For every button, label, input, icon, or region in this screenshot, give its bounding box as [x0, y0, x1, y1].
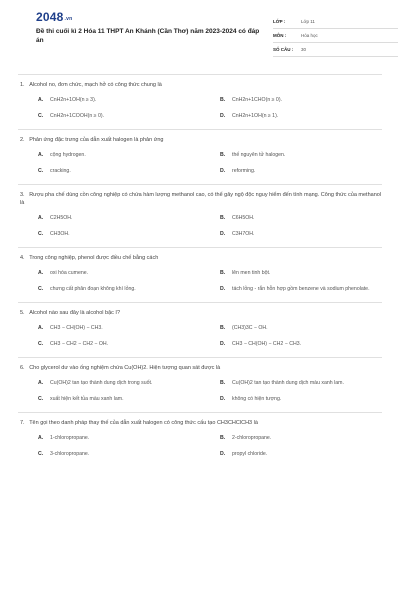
option-text: CH3 − CH(OH) − CH3. [50, 325, 103, 331]
answer-option-a[interactable] [18, 149, 200, 165]
exam-meta [273, 15, 398, 57]
meta-key: MÔN : [273, 33, 287, 38]
answer-option-c[interactable] [18, 283, 200, 299]
option-label: A. [38, 380, 44, 386]
question-number: 5. [20, 310, 25, 316]
meta-value: 30 [301, 47, 307, 52]
answer-options [18, 94, 382, 126]
answer-option-d[interactable] [200, 165, 382, 181]
option-text: (CH3)3C − OH. [232, 325, 268, 331]
option-text: CnH2n+1COOH(n ≥ 0). [50, 113, 105, 119]
question-text [18, 309, 382, 317]
answer-options [18, 149, 382, 181]
option-label: B. [220, 152, 226, 158]
question-6 [18, 357, 382, 412]
option-text: 3-chloropropane. [50, 451, 90, 457]
option-text: propyl chloride. [232, 451, 268, 457]
option-label: D. [220, 396, 226, 402]
question-body: Alcohol no, đơn chức, mạch hở có công thức chung là [29, 82, 162, 88]
answer-option-b[interactable] [200, 149, 382, 165]
answer-option-d[interactable] [200, 110, 382, 126]
option-label: A. [38, 325, 44, 331]
meta-key: LỚP : [273, 19, 286, 24]
question-text [18, 419, 382, 427]
option-text: CH3 − CH(OH) − CH2 − CH3. [232, 341, 302, 347]
question-text [18, 191, 382, 207]
meta-row-class [273, 15, 398, 29]
answer-option-c[interactable] [18, 165, 200, 181]
meta-value: Hóa học [301, 33, 318, 38]
question-3 [18, 184, 382, 247]
question-body: Alcohol nào sau đây là alcohol bậc I? [29, 310, 120, 316]
option-label: A. [38, 97, 44, 103]
answer-option-c[interactable] [18, 448, 200, 464]
question-4 [18, 247, 382, 302]
answer-option-b[interactable] [200, 212, 382, 228]
option-label: B. [220, 215, 226, 221]
option-label: D. [220, 168, 226, 174]
option-text: không có hiện tượng. [232, 396, 282, 402]
option-text: oxi hóa cumene. [50, 270, 89, 276]
option-label: C. [38, 451, 44, 457]
question-body: Tên gọi theo danh pháp thay thế của dẫn xuất halogen có công thức cấu tạo CH3CHClCH3 là [29, 420, 258, 426]
question-number: 7. [20, 420, 25, 426]
question-body: Phản ứng đặc trưng của dẫn xuất halogen là phản ứng [29, 137, 164, 143]
option-text: CnH2n+1OH(n ≥ 1). [232, 113, 279, 119]
question-list [18, 74, 382, 467]
option-text: CnH2n+1CHO(n ≥ 0). [232, 97, 282, 103]
answer-option-a[interactable] [18, 212, 200, 228]
option-text: CH3 − CH2 − CH2 − OH. [50, 341, 109, 347]
option-text: CH3OH. [50, 231, 70, 237]
option-text: chưng cất phân đoạn không khí lỏng. [50, 286, 136, 292]
option-text: C6H5OH. [232, 215, 255, 221]
option-label: D. [220, 113, 226, 119]
answer-option-a[interactable] [18, 322, 200, 338]
meta-key: SỐ CÂU : [273, 47, 294, 52]
answer-options [18, 432, 382, 464]
option-text: thế nguyên tử halogen. [232, 152, 286, 158]
answer-option-a[interactable] [18, 94, 200, 110]
meta-value: Lớp 11 [301, 19, 315, 24]
question-text [18, 136, 382, 144]
answer-option-c[interactable] [18, 110, 200, 126]
question-text [18, 81, 382, 89]
question-number: 1. [20, 82, 25, 88]
option-label: B. [220, 325, 226, 331]
option-label: C. [38, 231, 44, 237]
answer-option-d[interactable] [200, 448, 382, 464]
site-logo[interactable] [36, 10, 72, 24]
option-label: B. [220, 435, 226, 441]
answer-option-b[interactable] [200, 322, 382, 338]
option-label: A. [38, 435, 44, 441]
answer-options [18, 377, 382, 409]
option-text: 1-chloropropane. [50, 435, 90, 441]
option-text: lên men tinh bột. [232, 270, 271, 276]
question-text [18, 364, 382, 372]
answer-option-d[interactable] [200, 393, 382, 409]
answer-option-b[interactable] [200, 267, 382, 283]
option-text: C3H7OH. [232, 231, 255, 237]
option-label: C. [38, 286, 44, 292]
logo-suffix: .vn [64, 16, 73, 22]
option-label: C. [38, 341, 44, 347]
option-label: D. [220, 341, 226, 347]
question-number: 2. [20, 137, 25, 143]
question-number: 3. [20, 192, 25, 198]
option-label: D. [220, 286, 226, 292]
option-label: B. [220, 380, 226, 386]
question-5 [18, 302, 382, 357]
option-text: cracking. [50, 168, 71, 174]
option-text: Cu(OH)2 tan tạo thành dung dịch màu xanh lam. [232, 380, 344, 386]
answer-option-a[interactable] [18, 432, 200, 448]
option-label: B. [220, 270, 226, 276]
option-label: A. [38, 215, 44, 221]
question-7 [18, 412, 382, 467]
question-1 [18, 74, 382, 129]
exam-title: Đề thi cuối kì 2 Hóa 11 THPT An Khánh (Cần Thơ) năm 2023-2024 có đáp án [36, 28, 260, 44]
question-body: Rượu pha chế dùng cồn công nghiệp có chứa hàm lượng methanol cao, có thể gây ngộ độc nguy hiểm đến tính mạng. Công thức của methanol là [20, 192, 382, 206]
answer-option-b[interactable] [200, 377, 382, 393]
answer-option-c[interactable] [18, 338, 200, 354]
meta-row-count [273, 43, 398, 57]
answer-options [18, 212, 382, 244]
question-number: 6. [20, 365, 25, 371]
option-text: 2-chloropropane. [232, 435, 272, 441]
option-label: A. [38, 270, 44, 276]
option-label: C. [38, 113, 44, 119]
option-text: CnH2n+1OH(n ≥ 3). [50, 97, 97, 103]
answer-option-a[interactable] [18, 267, 200, 283]
answer-option-d[interactable] [200, 228, 382, 244]
option-label: C. [38, 396, 44, 402]
meta-row-subject [273, 29, 398, 43]
option-text: Cu(OH)2 tan tạo thành dung dịch trong suốt. [50, 380, 153, 386]
answer-options [18, 267, 382, 299]
question-body: Cho glycerol dư vào ống nghiệm chứa Cu(OH)2. Hiện tượng quan sát được là [29, 365, 221, 371]
answer-option-a[interactable] [18, 377, 200, 393]
option-label: B. [220, 97, 226, 103]
option-label: D. [220, 451, 226, 457]
answer-option-b[interactable] [200, 432, 382, 448]
option-label: D. [220, 231, 226, 237]
logo-text: 2048 [36, 10, 64, 24]
answer-option-c[interactable] [18, 228, 200, 244]
question-number: 4. [20, 255, 25, 261]
option-text: cộng hydrogen. [50, 152, 86, 158]
answer-option-d[interactable] [200, 338, 382, 354]
option-text: xuất hiện kết tủa màu xanh lam. [50, 396, 124, 402]
answer-option-c[interactable] [18, 393, 200, 409]
answer-option-b[interactable] [200, 94, 382, 110]
question-body: Trong công nghiệp, phenol được điều chế bằng cách [29, 255, 159, 261]
option-label: A. [38, 152, 44, 158]
option-label: C. [38, 168, 44, 174]
exam-header [18, 0, 382, 62]
option-text: reforming. [232, 168, 256, 174]
question-2 [18, 129, 382, 184]
answer-option-d[interactable] [200, 283, 382, 299]
option-text: C2H5OH. [50, 215, 73, 221]
answer-options [18, 322, 382, 354]
option-text: tách lỏng - rắn hỗn hợp gồm benzene và sodium phenolate. [232, 286, 370, 292]
question-text [18, 254, 382, 262]
